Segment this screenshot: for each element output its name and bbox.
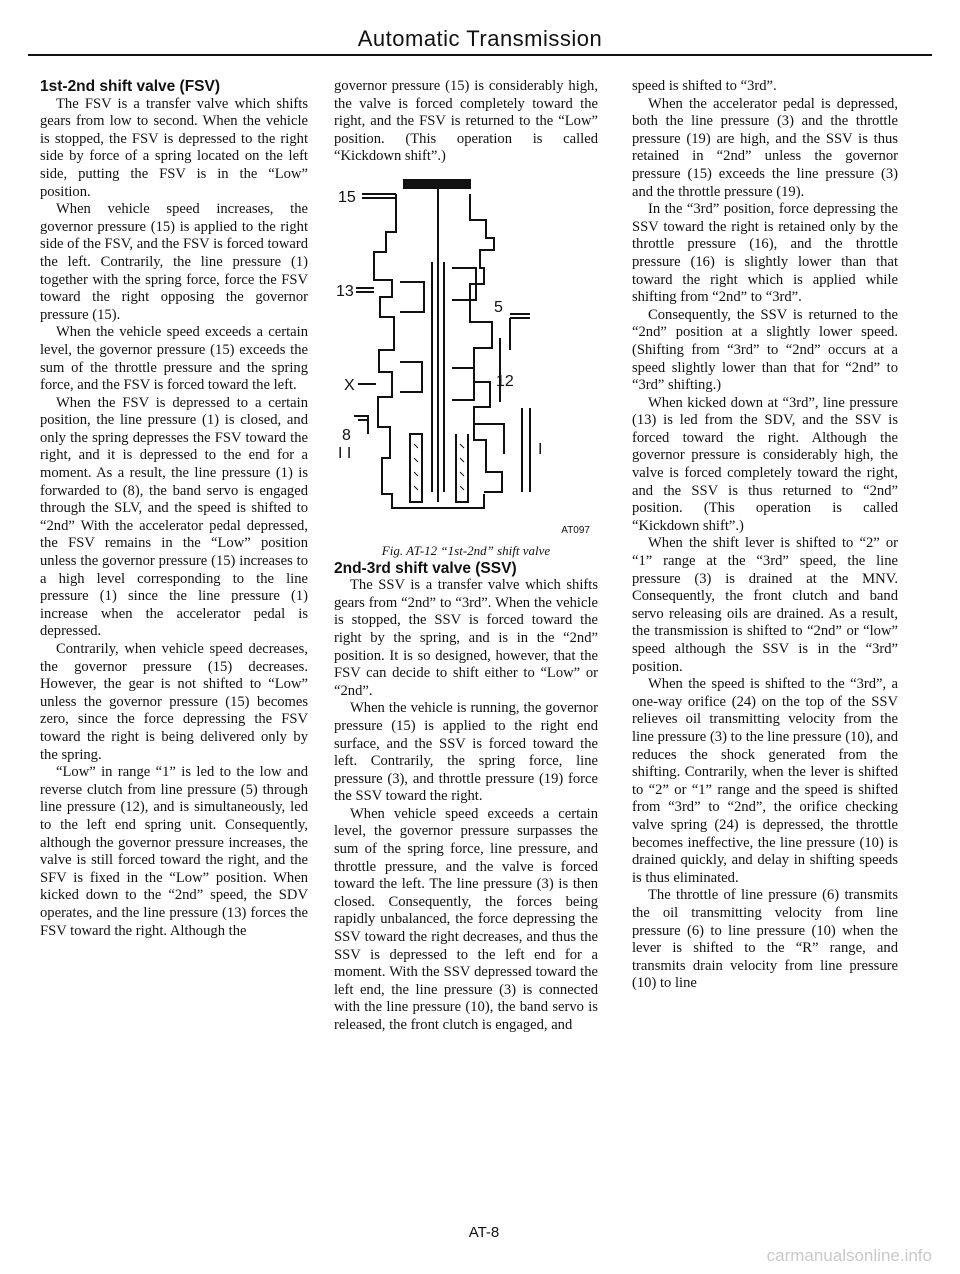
label-11: I I [338,444,352,462]
col3-intro: speed is shifted to “3rd”. [632,78,777,94]
col3-paragraph: The throttle of line pressure (6) transmits the oil transmitting velocity from line pressure (6) to line pressure (10) when the lever is shifted to the “R” range, and transmits drain velocity from line pressure (10) to line [632,887,898,992]
figure-caption: Fig. AT-12 “1st-2nd” shift valve [381,542,551,558]
col1-paragraph: “Low” in range “1” is led to the low and reverse clutch from line pressure (5) through line pressure (12), and is simultaneously, led to the left end spring unit. Consequently, although the governor pressure increases, the valve is still forced toward the right, and the SFV is fixed in the “Low” position. When kicked down to the “2nd” speed, the SDV operates, and the line pressure (13) forces the FSV toward the right. Although the [40,764,308,939]
label-5: 5 [494,298,503,316]
col3-paragraph: When the shift lever is shifted to “2” or “1” range at the “3rd” speed, the line pressure (3) is drained at the MNV. Consequently, the front clutch and band servo releasing oils are drained. As a result, the transmission is shifted to “2nd” or “low” speed although the SSV is in the “3rd” position. [632,535,898,675]
col3-paragraph: When the speed is shifted to the “3rd”, a one-way orifice (24) on the top of the SSV relieves oil transmitting velocity from the line pressure (3) to the line pressure (10), and reduces the shock generated from the shifting. Contrarily, when the lever is shifted to “2” or “1” range and the speed is shifted from “3rd” to “2nd”, the orifice checking valve spring (24) is depressed, the throttle becomes ineffective, the line pressure (10) is drained quickly, and delay in shifting speeds is thus eliminated. [632,676,898,886]
col1-paragraph: When vehicle speed increases, the governor pressure (15) is applied to the right side of the FSV, and the FSV is forced toward the left. Contrarily, the line pressure (1) together with the spring force, force the FSV toward the right opposing the governor pressure (15). [40,201,308,323]
label-x: X [344,376,355,394]
col3-paragraph: In the “3rd” position, force depressing the SSV toward the right is retained only by the throttle pressure (16), and the throttle pressure (16) is slightly lower than that toward the right which is applied while shifting from “2nd” to “3rd”. [632,201,898,306]
col3-paragraph: Consequently, the SSV is returned to the “2nd” position at a slightly lower speed. (Shifting from “3rd” to “2nd” occurs at a speed slightly lower than that for “2nd” to “3rd” shifting.) [632,306,898,394]
label-15: 15 [338,188,356,206]
label-13: 13 [336,282,354,300]
col2-paragraph: When the vehicle is running, the governor pressure (15) is applied to the right end surface, and the SSV is forced toward the left. Contrarily, the spring force, line pressure (3), and throttle pressure (19) force the SSV toward the right. [334,700,598,805]
label-12: 12 [496,372,514,390]
col3-paragraph: When kicked down at “3rd”, line pressure (13) is led from the SDV, and the SSV is forced toward the right. Although the governor pressure is considerably high, the valve is forced completely toward the right, and the SSV is thus returned to “2nd” position. (This operation is called “Kickdown shift”.) [632,394,898,534]
ssv-heading: 2nd-3rd shift valve (SSV) [334,559,517,577]
col1-paragraph: When the FSV is depressed to a certain position, the line pressure (1) is closed, and only the spring depresses the FSV toward the right, and it is depressed to the end for a moment. As a result, the line pressure (1) is forwarded to (8), the band servo is engaged through the SLV, and the speed is shifted to “2nd” With the accelerator pedal depressed, the FSV remains in the “Low” position unless the governor pressure (15) increases to a high level corresponding to the line pressure (1) since the line pressure (1) increase when the accelerator pedal is depressed. [40,394,308,640]
valve-diagram [334,172,598,542]
column-1 [40,78,308,940]
label-1: I [538,440,543,458]
col1-paragraph: The FSV is a transfer valve which shifts gears from low to second. When the vehicle is stopped, the FSV is depressed to the right side by force of a spring located on the left side, putting the FSV is in the “Low” position. [40,95,308,200]
label-8: 8 [342,426,351,444]
col2-intro: governor pressure (15) is considerably high, the valve is forced completely toward the right, and the FSV is returned to the “Low” position. (This operation is called “Kickdown shift”.) [334,78,598,165]
col1-paragraph: When the vehicle speed exceeds a certain level, the governor pressure (15) exceeds the sum of the throttle pressure and the spring force, and the FSV is forced toward the left. [40,324,308,394]
col3-paragraph: When the accelerator pedal is depressed, both the line pressure (3) and the throttle pressure (19) are high, and the SSV is thus retained in “2nd” unless the governor pressure (15) exceeds the line pressure (3) and the throttle pressure (19). [632,95,898,200]
col2-paragraph: When vehicle speed exceeds a certain level, the governor pressure surpasses the sum of the spring force, line pressure, and throttle pressure, and the valve is forced toward the left. The line pressure (3) is then closed. Consequently, the forces being rapidly unbalanced, the force depressing the SSV toward the right decreases, and thus the SSV is depressed to the left end for a moment. With the SSV depressed toward the left end, the line pressure (3) is connected with the line pressure (10), the band servo is released, the front clutch is engaged, and [334,805,598,1033]
page-number: AT-8 [468,1224,500,1241]
column-2 [334,78,598,1035]
fsv-heading: 1st-2nd shift valve (FSV) [40,78,221,95]
shift-valve-figure [334,172,598,542]
figure-code: AT097 [561,524,590,536]
watermark: carmanualsonline.info [766,1246,932,1265]
page-header: Automatic Transmission [357,26,603,51]
header-rule [28,54,932,56]
column-3 [632,78,898,993]
col1-paragraph: Contrarily, when vehicle speed decreases, the governor pressure (15) decreases. However, the gear is not shifted to “Low” unless the governor pressure (15) becomes zero, since the force depressing the FSV toward the right is being delivered only by the spring. [40,641,308,763]
col2-paragraph: The SSV is a transfer valve which shifts gears from “2nd” to “3rd”. When the vehicle is stopped, the SSV is forced toward the right by the spring, and is in the “2nd” position. It is so designed, however, that the FSV can decide to shift either to “Low” or “2nd”. [334,577,598,699]
